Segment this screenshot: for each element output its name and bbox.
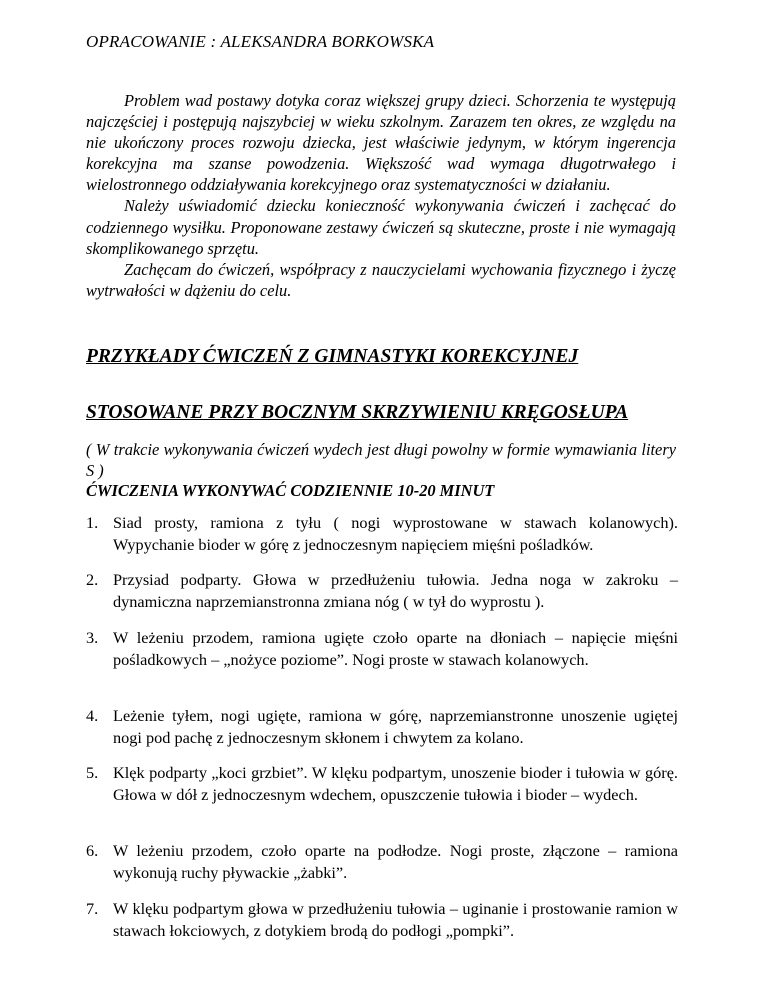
- exercise-text: W leżeniu przodem, ramiona ugięte czoło oparte na dłoniach – napięcie mięśni pośladkowych – „nożyce poziome”. Nogi proste w stawach kolanowych.: [113, 628, 678, 669]
- exercise-text: Przysiad podparty. Głowa w przedłużeniu tułowia. Jedna noga w zakroku – dynamiczna naprzemianstronna zmiana nóg ( w tył do wyprostu ).: [113, 570, 678, 611]
- author-header: OPRACOWANIE : ALEKSANDRA BORKOWSKA: [86, 32, 435, 51]
- exercise-number: 6.: [86, 841, 99, 860]
- exercise-number: 1.: [86, 513, 99, 532]
- page-title: PRZYKŁADY ĆWICZEŃ Z GIMNASTYKI KOREKCYJNEJ: [86, 346, 579, 367]
- exercise-item: [86, 569, 678, 612]
- exercise-item: [86, 840, 678, 883]
- page-subtitle: STOSOWANE PRZY BOCZNYM SKRZYWIENIU KRĘGOSŁUPA: [86, 402, 629, 423]
- exercise-text: Leżenie tyłem, nogi ugięte, ramiona w górę, naprzemianstronne unoszenie ugiętej nogi pod pachę z jednoczesnym skłonem i chwytem za kolano.: [113, 706, 678, 747]
- intro-paragraph: Zachęcam do ćwiczeń, współpracy z nauczycielami wychowania fizycznego i życzę wytrwałości w dążeniu do celu.: [86, 259, 676, 300]
- exercise-number: 3.: [86, 628, 99, 647]
- intro-paragraph: Problem wad postawy dotyka coraz większej grupy dzieci. Schorzenia te występują najczęściej i postępują najszybciej w wieku szkolnym. Zarazem ten okres, ze względu na nie ukończony proces rozwoju dziecka, jest właściwie jedynym, w którym ingerencja korekcyjna ma szanse powodzenia. Większość wad wymaga długotrwałego i wielostronnego oddziaływania korekcyjnego oraz systematyczności w działaniu.: [86, 91, 676, 195]
- intro-section: [86, 90, 676, 301]
- exercise-item: [86, 762, 678, 805]
- exercise-number: 4.: [86, 706, 99, 725]
- breathing-note: [86, 439, 676, 481]
- exercise-text: Siad prosty, ramiona z tyłu ( nogi wyprostowane w stawach kolanowych). Wypychanie bioder w górę z jednoczesnym napięciem mięśni pośladków.: [113, 513, 678, 554]
- exercise-number: 5.: [86, 763, 99, 782]
- exercise-text: Klęk podparty „koci grzbiet”. W klęku podpartym, unoszenie bioder i tułowia w górę. Głowa w dół z jednoczesnym wdechem, opuszczenie tułowia i bioder – wydech.: [113, 763, 678, 804]
- exercise-text: W klęku podpartym głowa w przedłużeniu tułowia – uginanie i prostowanie ramion w stawach łokciowych, z dotykiem brodą do podłogi „pompki”.: [113, 899, 678, 940]
- exercise-item: [86, 512, 678, 555]
- intro-paragraph: Należy uświadomić dziecku konieczność wykonywania ćwiczeń i zachęcać do codziennego wysiłku. Proponowane zestawy ćwiczeń są skuteczne, proste i nie wymagają skomplikowanego sprzętu.: [86, 196, 676, 258]
- exercise-text: W leżeniu przodem, czoło oparte na podłodze. Nogi proste, złączone – ramiona wykonują ruchy pływackie „żabki”.: [113, 841, 678, 882]
- exercise-item: [86, 898, 678, 941]
- daily-instruction: ĆWICZENIA WYKONYWAĆ CODZIENNIE 10-20 MINUT: [86, 481, 495, 500]
- exercise-item: [86, 705, 678, 748]
- exercise-number: 7.: [86, 899, 99, 918]
- breathing-note-text: ( W trakcie wykonywania ćwiczeń wydech jest długi powolny w formie wymawiania litery S ): [86, 440, 676, 480]
- exercise-item: [86, 627, 678, 670]
- exercise-number: 2.: [86, 570, 99, 589]
